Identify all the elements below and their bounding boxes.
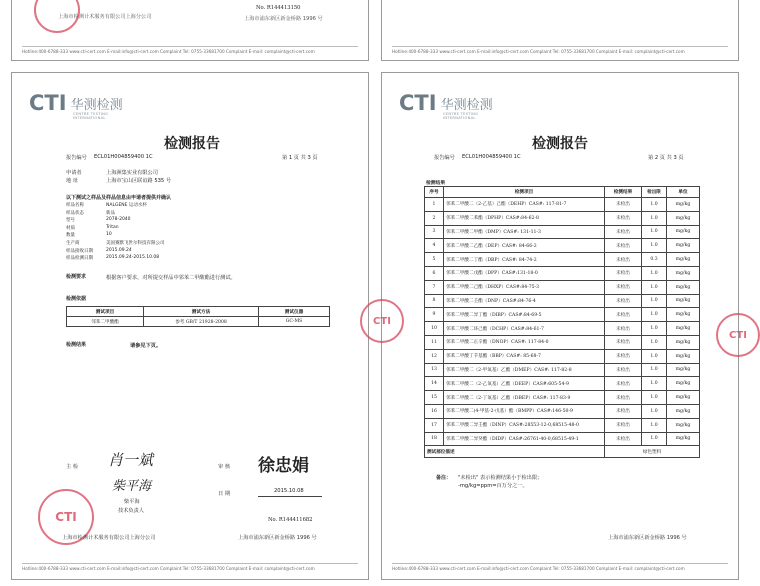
logo-cti-text: CTI [29,91,67,115]
results-row [425,432,700,446]
results-row [425,391,700,405]
detection-limit: 1.0 [642,266,667,280]
report-no-label: 报告编号 [66,155,87,161]
unit: mg/kg [667,349,700,363]
basis-label: 检测依据 [66,296,87,302]
detection-limit: 1.0 [642,363,667,377]
test-result: 未检出 [605,308,642,322]
test-result: 未检出 [605,391,642,405]
test-result: 未检出 [605,363,642,377]
field-row [66,255,326,263]
results-row [425,239,700,253]
results-row [425,404,700,418]
field-value: NALGENE 运动水杯 [106,203,147,208]
part-label: 测试部位描述 [425,446,605,458]
part-value: 绿色塑料 [605,446,700,458]
side-stamp: CTI [360,299,404,343]
field-key: 样品接收日期 [66,248,93,254]
unit: mg/kg [667,377,700,391]
field-row [66,217,326,225]
reviewer-signature: 徐忠娟 [258,456,309,476]
row-index: 2 [425,211,444,225]
test-item: 邻苯二甲酸二（2-乙基）己酯（DEHP）CAS#: 117-81-7 [444,198,605,212]
inspector-label: 主 检 [66,464,79,470]
unit: mg/kg [667,404,700,418]
results-row [425,335,700,349]
test-item: 邻苯二甲酸二壬酯（DNP）CAS#:84-76-4 [444,294,605,308]
test-result: 未检出 [605,349,642,363]
logo-en-text: CENTRE TESTING INTERNATIONAL [73,112,109,120]
field-row [66,202,326,210]
test-result: 未检出 [605,322,642,336]
unit: mg/kg [667,308,700,322]
test-result: 未检出 [605,198,642,212]
test-result: 未检出 [605,294,642,308]
date-underline [258,496,322,497]
row-index: 17 [425,418,444,432]
basis-header: 测试方法 [144,307,259,317]
results-header: 序号 [425,187,444,198]
top-left-company-line: 上海市检测计术服务有限公司上海分公司 [58,14,152,20]
unit: mg/kg [667,266,700,280]
field-row [66,248,326,256]
test-item: 邻苯二甲酸二异丁酯（DIBP）CAS#:84-69-5 [444,308,605,322]
date-value: 2015.10.08 [274,488,304,494]
test-item: 邻苯二甲酸二乙酯（DEP）CAS#: 84-66-2 [444,239,605,253]
field-key: 材质 [66,225,75,231]
test-item: 邻苯二甲酸二戊酯（DPP）CAS#:131-18-0 [444,266,605,280]
results-row [425,280,700,294]
report-no: ECL01H004859400 1C [94,154,153,160]
sample-fields [66,202,326,263]
detection-limit: 1.0 [642,294,667,308]
note-2: -mg/kg=ppm=百万分之一。 [458,483,528,489]
test-item: 邻苯二甲酸二（2-丁氧基）乙酯（DBEP）CAS#: 117-83-9 [444,391,605,405]
results-row [425,363,700,377]
test-result: 未检出 [605,404,642,418]
report-no: ECL01H004859400 1C [462,154,521,160]
results-row [425,198,700,212]
address-bottom: 上海市浦东新区新金桥路 1996 号 [608,535,687,541]
top-left-page [11,0,369,61]
detection-limit: 1.0 [642,198,667,212]
address-bottom: 上海市浦东新区新金桥路 1996 号 [238,535,317,541]
row-index: 5 [425,253,444,267]
basis-table [66,306,330,327]
report-page-1 [11,72,369,580]
unit: mg/kg [667,253,700,267]
results-header: 检测项目 [444,187,605,198]
address-value: 上海市宝山区联谊路 535 号 [106,178,172,184]
results-row [425,225,700,239]
basis-header: 测试项目 [67,307,144,317]
cti-logo [29,91,123,120]
basis-row [67,317,330,327]
basis-header: 测试仪器 [259,307,330,317]
field-value: Tritan [106,224,119,230]
section-note: 以下测试之样品及样品信息由申请者提供并确认 [66,195,172,201]
page-indicator: 第 1 页 共 3 页 [282,155,318,161]
top-right-page [381,0,739,61]
logo-cn-text: 华测检测 [70,98,123,113]
unit: mg/kg [667,322,700,336]
unit: mg/kg [667,280,700,294]
company-stamp: CTI [38,489,94,545]
test-item: 邻苯二甲酸二苯酯（DPHP）CAS#:84-62-8 [444,211,605,225]
detection-limit: 1.0 [642,391,667,405]
detection-limit: 1.0 [642,225,667,239]
results-header-row [425,187,700,198]
applicant-value: 上海洲集实业有限公司 [106,170,158,176]
test-result: 未检出 [605,432,642,446]
unit: mg/kg [667,335,700,349]
test-item: 邻苯二甲酸二异壬酯（DINP）CAS#:28553-12-0,68515-48-0 [444,418,605,432]
row-index: 7 [425,280,444,294]
test-result: 未检出 [605,377,642,391]
unit: mg/kg [667,363,700,377]
test-item: 邻苯二甲酸二正辛酯（DNOP）CAS#: 117-84-0 [444,335,605,349]
test-result: 未检出 [605,418,642,432]
approver-title: 技术负责人 [118,508,144,514]
unit: mg/kg [667,198,700,212]
unit: mg/kg [667,225,700,239]
row-index: 12 [425,349,444,363]
row-index: 9 [425,308,444,322]
detection-limit: 1.0 [642,335,667,349]
test-item: 邻苯二甲酸二（2-甲氧基）乙酯（DMEP）CAS#: 117-82-8 [444,363,605,377]
row-index: 18 [425,432,444,446]
basis-cell: 邻苯二甲酸酯 [67,317,144,327]
results-header: 单位 [667,187,700,198]
test-item: 邻苯二甲酸二甲酯（DMP）CAS#: 131-11-3 [444,225,605,239]
field-value: 2015.09.24-2015.10.08 [106,255,160,261]
detection-limit: 1.0 [642,211,667,225]
field-value: 2015.09.24 [106,247,132,253]
approver-signature: 柴平海 [112,479,152,494]
basis-header-row [67,307,330,317]
field-key: 样品状态 [66,210,84,216]
test-result: 未检出 [605,266,642,280]
field-key: 型号 [66,218,75,224]
basis-cell: 参考 GB/T 21928-2008 [144,317,259,327]
field-row [66,240,326,248]
row-index: 13 [425,363,444,377]
company-line: 上海市检测计术服务有限公司上海分公司 [62,535,156,541]
test-result: 未检出 [605,335,642,349]
test-result: 未检出 [605,239,642,253]
detection-limit: 1.0 [642,280,667,294]
test-item: 邻苯二甲酸二丁酯（DBP）CAS#: 84-74-2 [444,253,605,267]
row-index: 6 [425,266,444,280]
test-item: 邻苯二甲酸二（2-乙氧基）乙酯（DEEP）CAS#:605-54-9 [444,377,605,391]
field-key: 数量 [66,233,75,239]
field-row [66,225,326,233]
results-row [425,211,700,225]
detection-limit: 1.0 [642,308,667,322]
page-title: 检测报告 [164,136,220,152]
test-item: 邻苯二甲酸二环己酯（DCHP）CAS#:84-61-7 [444,322,605,336]
results-row [425,322,700,336]
detection-limit: 1.0 [642,349,667,363]
top-right-footer: Hotline:400-6788-333 www.cti-cert.com E-mail:info@cti-cert.com Complaint Tel: 0755-33681700 Complaint E-mail: complaint@cti-cert.com [392,46,728,54]
page-title: 检测报告 [532,136,588,152]
results-row [425,377,700,391]
row-index: 16 [425,404,444,418]
results-row [425,308,700,322]
logo-cn-text: 华测检测 [440,98,493,113]
notes-label: 备注： [436,475,452,481]
row-index: 1 [425,198,444,212]
basis-cell: GC-MS [259,317,330,327]
field-value: 10 [106,232,112,238]
page-1-footer: Hotline:400-6788-333 www.cti-cert.com E-mail:info@cti-cert.com Complaint Tel: 0755-33681700 Complaint E-mail: complaint@cti-cert.com [22,563,358,571]
results-row [425,253,700,267]
row-index: 8 [425,294,444,308]
top-left-no: No. R144413150 [256,5,301,11]
unit: mg/kg [667,391,700,405]
page-2-footer: Hotline:400-6788-333 www.cti-cert.com E-mail:info@cti-cert.com Complaint Tel: 0755-33681700 Complaint E-mail: complaint@cti-cert.com [392,563,728,571]
row-index: 3 [425,225,444,239]
detection-limit: 1.0 [642,432,667,446]
test-item: 邻苯二甲酸二己酯（DHXP）CAS#:84-75-3 [444,280,605,294]
req-label: 检测要求 [66,274,87,280]
results-header: 检出限 [642,187,667,198]
test-result: 未检出 [605,253,642,267]
address-label: 地 址 [66,178,79,184]
report-page-2 [373,72,747,580]
row-index: 15 [425,391,444,405]
results-label: 检测结果 [426,180,446,186]
test-result: 未检出 [605,225,642,239]
results-row [425,266,700,280]
field-key: 生产商 [66,240,80,246]
detection-limit: 1.0 [642,322,667,336]
test-item: 邻苯二甲酸二(4-甲基-2-戊基）酯（BMPP）CAS#:146-50-9 [444,404,605,418]
field-value: 2078-2040 [106,217,131,223]
note-1: "未检出" 表示检测结果小于检出限； [458,475,543,481]
unit: mg/kg [667,418,700,432]
side-stamp-right: CTI [716,313,760,357]
unit: mg/kg [667,239,700,253]
logo-cti-text: CTI [399,91,437,115]
detection-limit: 1.0 [642,418,667,432]
approver-name: 柴平海 [124,499,140,505]
result-label: 检测结果 [66,342,87,348]
part-row [425,446,700,458]
no-label: No. R144411682 [268,517,313,523]
results-body [425,198,700,446]
results-header: 检测结果 [605,187,642,198]
req-value: 根据客户要求，对所提交样品中邻苯二甲酸酯进行测试。 [106,275,236,281]
test-item: 邻苯二甲酸二异癸酯（DIDP）CAS#:26761-40-0,68515-49-1 [444,432,605,446]
results-row [425,294,700,308]
detection-limit: 1.0 [642,377,667,391]
results-row [425,418,700,432]
result-value: 请参见下页。 [130,343,162,349]
top-left-footer: Hotline:400-6788-333 www.cti-cert.com E-mail:info@cti-cert.com Complaint Tel: 0755-33681700 Complaint E-mail: complaint@cti-cert.com [22,46,358,54]
field-row [66,210,326,218]
row-index: 10 [425,322,444,336]
unit: mg/kg [667,294,700,308]
unit: mg/kg [667,432,700,446]
field-key: 样品名称 [66,203,84,208]
results-row [425,349,700,363]
field-value: 美国赛默飞世尔科技有限公司 [106,240,165,246]
row-index: 14 [425,377,444,391]
reviewer-label: 审 核 [218,464,231,470]
field-key: 样品检测日期 [66,256,93,262]
row-index: 4 [425,239,444,253]
unit: mg/kg [667,211,700,225]
report-no-label: 报告编号 [434,155,455,161]
test-item: 邻苯二甲酸丁苄基酯（BBP）CAS#: 85-68-7 [444,349,605,363]
date-label: 日 期 [218,491,231,497]
applicant-label: 申请者 [66,170,82,176]
top-left-address: 上海市浦东新区新金桥路 1996 号 [244,16,323,22]
field-row [66,232,326,240]
test-result: 未检出 [605,211,642,225]
row-index: 11 [425,335,444,349]
cti-logo [399,91,493,120]
field-value: 新品 [106,210,115,216]
inspector-signature: 肖一斌 [108,451,154,469]
results-table [424,186,700,458]
logo-en-text: CENTRE TESTING INTERNATIONAL [443,112,479,120]
detection-limit: 1.0 [642,239,667,253]
detection-limit: 0.3 [642,253,667,267]
test-result: 未检出 [605,280,642,294]
detection-limit: 1.0 [642,404,667,418]
page-indicator: 第 2 页 共 3 页 [648,155,684,161]
